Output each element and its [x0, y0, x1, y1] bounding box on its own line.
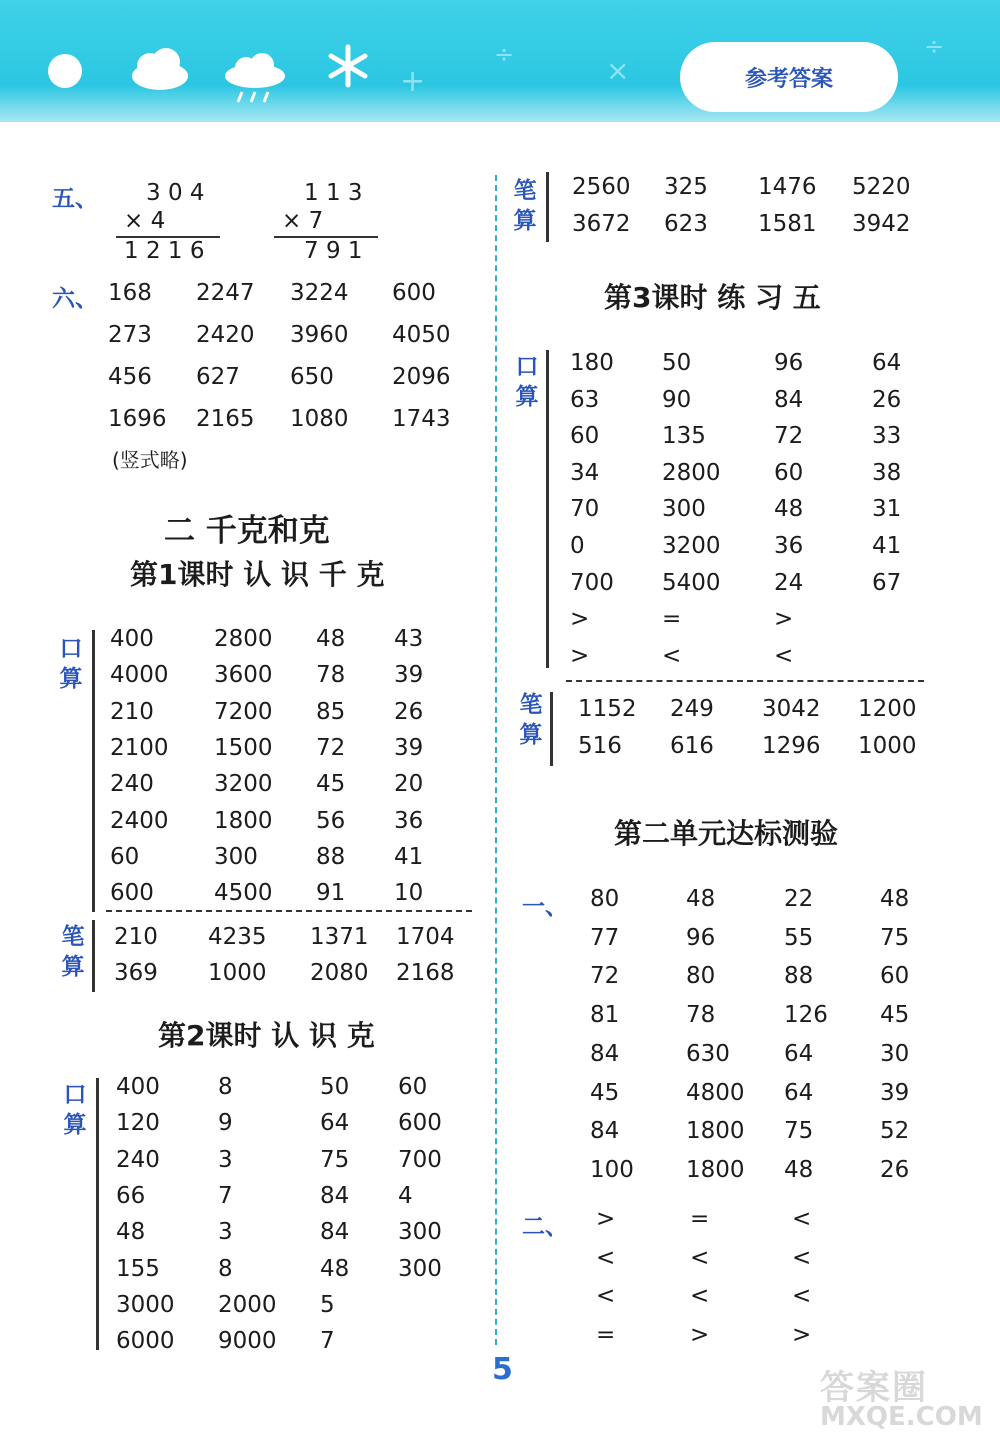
answer-cell: 26: [880, 1156, 910, 1183]
answer-cell: 10: [394, 880, 424, 907]
answer-cell: 85: [316, 698, 346, 725]
answer-cell: 60: [570, 423, 600, 450]
answer-cell: 300: [662, 496, 706, 523]
answer-cell: 22: [784, 886, 814, 912]
answer-cell: 135: [662, 423, 706, 450]
answer-cell: 60: [774, 459, 804, 486]
answer-cell: 48: [686, 886, 716, 912]
answer-cell: 2100: [110, 734, 169, 761]
answer-cell: 2168: [396, 960, 455, 986]
answer-cell: 1476: [758, 174, 817, 200]
answer-cell: 600: [110, 880, 154, 907]
answer-cell: >: [570, 606, 590, 633]
answer-cell: 36: [774, 533, 804, 559]
answer-cell: 4235: [208, 924, 267, 950]
section-6-note: (竖式略): [112, 448, 188, 472]
answer-cell: 75: [320, 1146, 350, 1173]
answer-cell: 20: [394, 771, 424, 798]
section-5-label: 五、: [52, 186, 98, 212]
answer-cell: 78: [316, 662, 346, 689]
answer-cell: 30: [880, 1040, 910, 1067]
answer-cell: 48: [784, 1156, 814, 1183]
header-banner: [0, 0, 1000, 122]
answer-cell: >: [774, 606, 794, 633]
answer-cell: 72: [316, 734, 346, 761]
answer-cell: 84: [320, 1219, 350, 1246]
lesson-1-oral-label: 口算: [59, 636, 83, 692]
answer-cell: 300: [398, 1255, 442, 1282]
mult-1-top: 3 0 4: [146, 180, 205, 206]
answer-cell: 2000: [218, 1291, 277, 1318]
answer-cell: 2560: [572, 174, 631, 200]
answer-cell: =: [662, 606, 682, 633]
answer-cell: 80: [686, 963, 716, 990]
lesson-1-oral-bar: [92, 630, 95, 912]
answer-cell: >: [596, 1206, 616, 1232]
answer-cell: 3000: [116, 1291, 175, 1318]
answer-cell: 48: [316, 626, 346, 652]
lesson-3-title: 第3课时 练 习 五: [604, 281, 821, 314]
answer-cell: 64: [784, 1040, 814, 1067]
answer-cell: 2080: [310, 960, 369, 986]
answer-cell: 80: [590, 886, 620, 912]
lesson-2-oral-bar: [96, 1078, 99, 1350]
answer-cell: 64: [784, 1079, 814, 1106]
answer-cell: 600: [392, 280, 436, 306]
answer-cell: 1000: [858, 733, 917, 759]
answer-cell: 88: [784, 963, 814, 990]
snowflake-icon: [326, 44, 370, 88]
test-part-2-label: 二、: [522, 1214, 568, 1240]
answer-cell: 400: [110, 626, 154, 652]
answer-cell: 70: [570, 496, 600, 523]
lesson-2-oral-label: 口算: [63, 1082, 87, 1138]
answer-cell: 60: [880, 963, 910, 990]
answer-cell: 4500: [214, 880, 273, 907]
answer-cell: <: [792, 1283, 812, 1310]
minus-icon: ÷: [494, 40, 515, 68]
answer-cell: 66: [116, 1182, 146, 1209]
mult-2-result: 7 9 1: [304, 238, 363, 264]
answer-cell: 39: [394, 662, 424, 689]
answer-cell: 3: [218, 1219, 233, 1246]
answer-cell: 1800: [686, 1156, 745, 1183]
answer-cell: 78: [686, 1002, 716, 1029]
answer-cell: 88: [316, 843, 346, 870]
answer-cell: 2165: [196, 406, 255, 432]
answer-cell: 8: [218, 1074, 233, 1100]
answer-cell: 1200: [858, 696, 917, 722]
answer-cell: 369: [114, 960, 158, 986]
answer-cell: 7: [218, 1182, 233, 1209]
answer-cell: 26: [872, 386, 902, 413]
answer-cell: 600: [398, 1110, 442, 1137]
answer-label: 参考答案: [680, 42, 898, 112]
answer-cell: 400: [116, 1074, 160, 1100]
answer-cell: 2800: [214, 626, 273, 652]
answer-cell: >: [792, 1322, 812, 1349]
answer-cell: 48: [320, 1255, 350, 1282]
lesson-3-oral-bar: [546, 350, 549, 668]
answer-cell: 1152: [578, 696, 637, 722]
answer-cell: 2420: [196, 322, 255, 348]
answer-cell: 72: [590, 963, 620, 990]
answer-cell: 240: [110, 771, 154, 798]
answer-cell: 63: [570, 386, 600, 413]
sun-icon: [48, 54, 82, 88]
answer-cell: =: [596, 1322, 616, 1349]
page-number: 5: [492, 1352, 513, 1387]
lesson-1-written-bar: [92, 920, 95, 992]
answer-cell: <: [792, 1244, 812, 1271]
answer-cell: 6000: [116, 1328, 175, 1355]
answer-cell: 24: [774, 569, 804, 596]
answer-cell: 75: [784, 1118, 814, 1145]
answer-cell: 64: [320, 1110, 350, 1137]
lesson-3-written-bar: [550, 692, 553, 766]
answer-cell: 26: [394, 698, 424, 725]
answer-cell: 45: [316, 771, 346, 798]
test-title: 第二单元达标测验: [614, 817, 839, 850]
answer-cell: 31: [872, 496, 902, 523]
answer-cell: 325: [664, 174, 708, 200]
answer-cell: 50: [320, 1074, 350, 1100]
mult-1-mid: × 4: [124, 208, 166, 234]
answer-cell: 34: [570, 459, 600, 486]
answer-cell: 7200: [214, 698, 273, 725]
answer-cell: 3224: [290, 280, 349, 306]
answer-cell: 52: [880, 1118, 910, 1145]
answer-cell: 516: [578, 733, 622, 759]
answer-cell: 7: [320, 1328, 335, 1355]
answer-cell: 2400: [110, 807, 169, 834]
lesson-1-dash: [106, 910, 472, 912]
answer-cell: 96: [774, 350, 804, 376]
answer-cell: 300: [398, 1219, 442, 1246]
answer-cell: 3942: [852, 211, 911, 237]
answer-cell: 5: [320, 1291, 335, 1318]
answer-cell: 9: [218, 1110, 233, 1137]
lesson-2-title: 第2课时 认 识 克: [158, 1019, 375, 1052]
answer-cell: 2096: [392, 364, 451, 390]
answer-cell: 3042: [762, 696, 821, 722]
answer-cell: 210: [114, 924, 158, 950]
answer-cell: 45: [590, 1079, 620, 1106]
answer-cell: 616: [670, 733, 714, 759]
answer-cell: 50: [662, 350, 692, 376]
answer-cell: 1500: [214, 734, 273, 761]
answer-cell: 3960: [290, 322, 349, 348]
lesson-1-title: 第1课时 认 识 千 克: [130, 558, 385, 591]
answer-cell: 249: [670, 696, 714, 722]
answer-cell: 3200: [214, 771, 273, 798]
answer-cell: 3672: [572, 211, 631, 237]
answer-cell: 67: [872, 569, 902, 596]
answer-cell: 240: [116, 1146, 160, 1173]
answer-cell: 48: [116, 1219, 146, 1246]
answer-cell: <: [596, 1283, 616, 1310]
answer-cell: 273: [108, 322, 152, 348]
answer-cell: 700: [570, 569, 614, 596]
answer-cell: 72: [774, 423, 804, 450]
answer-cell: 8: [218, 1255, 233, 1282]
answer-cell: 84: [320, 1182, 350, 1209]
answer-cell: 126: [784, 1002, 828, 1029]
rain-icon: [222, 52, 288, 108]
answer-cell: 45: [880, 1002, 910, 1029]
answer-cell: <: [662, 642, 682, 669]
answer-cell: 9000: [218, 1328, 277, 1355]
answer-cell: 1696: [108, 406, 167, 432]
answer-cell: 456: [108, 364, 152, 390]
answer-cell: 5220: [852, 174, 911, 200]
answer-cell: 627: [196, 364, 240, 390]
answer-cell: 55: [784, 924, 814, 951]
divide-icon: ÷: [924, 32, 945, 60]
answer-cell: <: [774, 642, 794, 669]
mult-2-top: 1 1 3: [304, 180, 363, 206]
answer-cell: <: [596, 1244, 616, 1271]
right-top-written-bar: [546, 172, 549, 242]
answer-cell: 168: [108, 280, 152, 306]
answer-cell: 1000: [208, 960, 267, 986]
answer-cell: 81: [590, 1002, 620, 1029]
answer-cell: >: [570, 642, 590, 669]
answer-cell: 60: [398, 1074, 428, 1100]
answer-cell: 3: [218, 1146, 233, 1173]
answer-cell: 56: [316, 807, 346, 834]
answer-cell: 623: [664, 211, 708, 237]
answer-cell: 1800: [686, 1118, 745, 1145]
answer-cell: 48: [774, 496, 804, 523]
answer-cell: 4800: [686, 1079, 745, 1106]
mult-2-mid: × 7: [282, 208, 324, 234]
answer-cell: 84: [774, 386, 804, 413]
cloud-icon: [128, 46, 192, 94]
answer-cell: 84: [590, 1040, 620, 1067]
lesson-3-written-label: 笔算: [519, 692, 543, 748]
watermark-url: MXQE.COM: [820, 1402, 983, 1432]
answer-cell: 77: [590, 924, 620, 951]
watermark-text: 答案圈: [820, 1368, 928, 1408]
plus-icon: +: [400, 64, 426, 99]
answer-cell: 33: [872, 423, 902, 450]
answer-cell: 1080: [290, 406, 349, 432]
answer-cell: 300: [214, 843, 258, 870]
answer-cell: 1743: [392, 406, 451, 432]
answer-cell: 4: [398, 1182, 413, 1209]
answer-cell: 120: [116, 1110, 160, 1137]
right-top-written-label: 笔算: [513, 178, 537, 234]
answer-cell: 2800: [662, 459, 721, 486]
answer-cell: 2247: [196, 280, 255, 306]
answer-cell: <: [792, 1206, 812, 1232]
answer-cell: 39: [394, 734, 424, 761]
answer-cell: 43: [394, 626, 424, 652]
answer-cell: <: [690, 1283, 710, 1310]
answer-cell: 700: [398, 1146, 442, 1173]
answer-cell: 1704: [396, 924, 455, 950]
answer-cell: 4000: [110, 662, 169, 689]
answer-cell: >: [690, 1322, 710, 1349]
answer-cell: 39: [880, 1079, 910, 1106]
lesson-1-written-label: 笔算: [61, 924, 85, 980]
answer-cell: 84: [590, 1118, 620, 1145]
answer-cell: 1296: [762, 733, 821, 759]
answer-cell: 90: [662, 386, 692, 413]
column-divider: [495, 175, 497, 1345]
lesson-3-oral-label: 口算: [515, 354, 539, 410]
answer-cell: 3200: [662, 533, 721, 559]
answer-cell: 210: [110, 698, 154, 725]
answer-cell: 41: [872, 533, 902, 559]
answer-cell: 1371: [310, 924, 369, 950]
lesson-3-dash: [566, 680, 924, 682]
answer-cell: 4050: [392, 322, 451, 348]
answer-cell: 1800: [214, 807, 273, 834]
answer-cell: 630: [686, 1040, 730, 1067]
answer-cell: 91: [316, 880, 346, 907]
answer-cell: 3600: [214, 662, 273, 689]
answer-cell: 36: [394, 807, 424, 834]
answer-cell: 155: [116, 1255, 160, 1282]
answer-cell: 41: [394, 843, 424, 870]
answer-cell: 5400: [662, 569, 721, 596]
section-6-label: 六、: [52, 286, 98, 312]
answer-cell: 38: [872, 459, 902, 486]
answer-cell: 75: [880, 924, 910, 951]
answer-cell: 100: [590, 1156, 634, 1183]
answer-cell: 650: [290, 364, 334, 390]
answer-cell: 180: [570, 350, 614, 376]
answer-cell: 1581: [758, 211, 817, 237]
answer-cell: 96: [686, 924, 716, 951]
answer-cell: 0: [570, 533, 585, 559]
mult-1-result: 1 2 1 6: [124, 238, 205, 264]
answer-cell: <: [690, 1244, 710, 1271]
answer-cell: =: [690, 1206, 710, 1232]
times-icon: ×: [606, 54, 630, 87]
answer-cell: 64: [872, 350, 902, 376]
unit-title: 二 千克和克: [164, 513, 330, 549]
answer-cell: 60: [110, 843, 140, 870]
test-part-1-label: 一、: [522, 894, 568, 920]
answer-cell: 48: [880, 886, 910, 912]
